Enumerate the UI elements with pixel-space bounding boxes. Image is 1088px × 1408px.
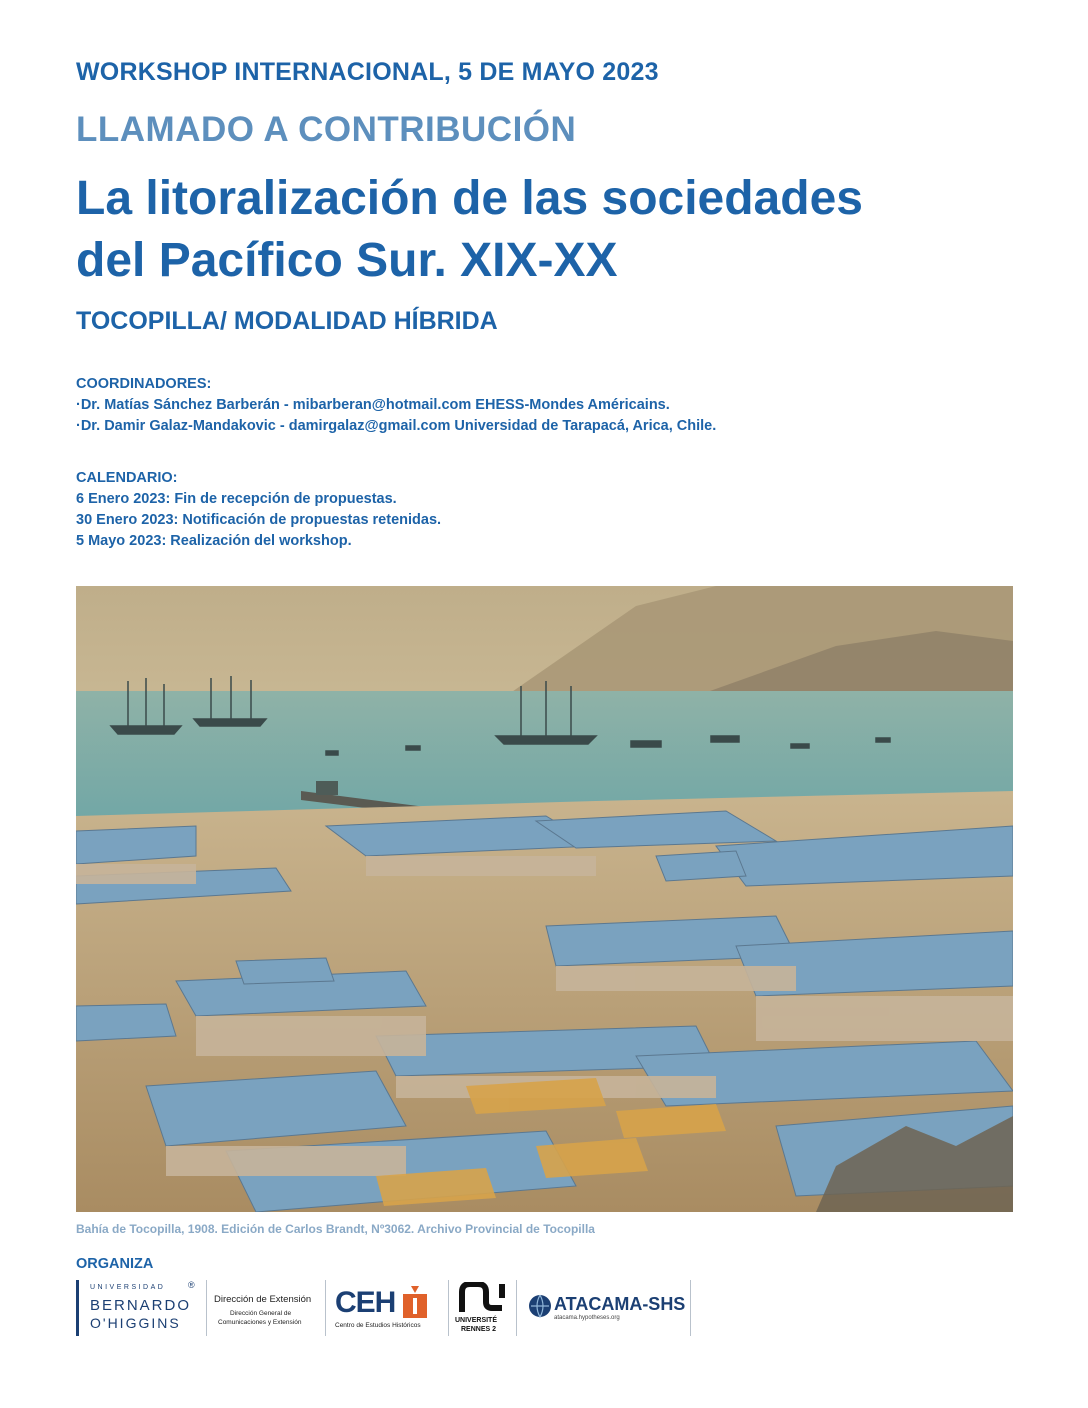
calendar-heading: CALENDARIO: — [76, 470, 178, 486]
logo-divider — [516, 1280, 517, 1336]
calendar-item: 5 Mayo 2023: Realización del workshop. — [76, 533, 352, 549]
location-subtitle: TOCOPILLA/ MODALIDAD HÍBRIDA — [76, 307, 498, 335]
calendar-item: 6 Enero 2023: Fin de recepción de propuestas. — [76, 491, 397, 507]
ceh-full: Centro de Estudios Históricos — [335, 1322, 421, 1329]
extension-sub2: Comunicaciones y Extensión — [218, 1319, 302, 1326]
photo-caption: Bahía de Tocopilla, 1908. Edición de Carlos Brandt, Nº3062. Archivo Provincial de Tocopilla — [76, 1222, 595, 1236]
page-title — [76, 168, 863, 292]
coordinator-item: ·Dr. Damir Galaz-Mandakovic - damirgalaz@gmail.com Universidad de Tarapacá, Arica, Chile. — [76, 418, 717, 434]
ubo-logo-line1: BERNARDO — [90, 1297, 192, 1314]
ubo-logo-line2: O'HIGGINS — [90, 1315, 181, 1331]
logo-divider — [448, 1280, 449, 1336]
book-icon — [397, 1284, 433, 1320]
atacama-globe-icon — [528, 1294, 552, 1318]
tocopilla-bay-photo — [76, 586, 1013, 1212]
tocopilla-bay-illustration — [76, 586, 1013, 1212]
calendar-section — [76, 468, 441, 552]
extension-sub1: Dirección General de — [230, 1310, 292, 1317]
rennes2-mark-icon — [458, 1282, 506, 1314]
call-for-contributions: LLAMADO A CONTRIBUCIÓN — [76, 110, 577, 149]
rennes2-line1: UNIVERSITÉ — [455, 1317, 498, 1324]
extension-title: Dirección de Extensión — [214, 1294, 312, 1305]
workshop-kicker: WORKSHOP INTERNACIONAL, 5 DE MAYO 2023 — [76, 58, 659, 86]
atacama-url: atacama.hypotheses.org — [554, 1315, 620, 1321]
logo-divider — [325, 1280, 326, 1336]
direccion-extension-logo — [212, 1280, 322, 1336]
coordinator-item: ·Dr. Matías Sánchez Barberán - mibarberan@hotmail.com EHESS-Mondes Américains. — [76, 397, 670, 413]
organizers-heading: ORGANIZA — [76, 1256, 154, 1272]
ubo-logo-top: UNIVERSIDAD — [90, 1284, 166, 1291]
logo-divider — [690, 1280, 691, 1336]
rennes2-line2: RENNES 2 — [461, 1326, 497, 1333]
ceh-abbr: CEH — [335, 1286, 396, 1319]
title-line-1: La litoralización de las sociedades — [76, 172, 863, 225]
logo-divider — [206, 1280, 207, 1336]
ubo-logo-mark: ® — [188, 1280, 195, 1290]
title-line-2: del Pacífico Sur. XIX-XX — [76, 234, 618, 287]
calendar-item: 30 Enero 2023: Notificación de propuestas retenidas. — [76, 512, 442, 528]
atacama-name: ATACAMA-SHS — [554, 1294, 686, 1314]
ceh-logo — [333, 1280, 445, 1336]
ubo-logo — [76, 1280, 200, 1336]
coordinators-heading: COORDINADORES: — [76, 376, 212, 392]
rennes2-logo — [455, 1280, 511, 1336]
coordinators-section — [76, 374, 716, 437]
atacama-shs-logo — [524, 1280, 694, 1336]
